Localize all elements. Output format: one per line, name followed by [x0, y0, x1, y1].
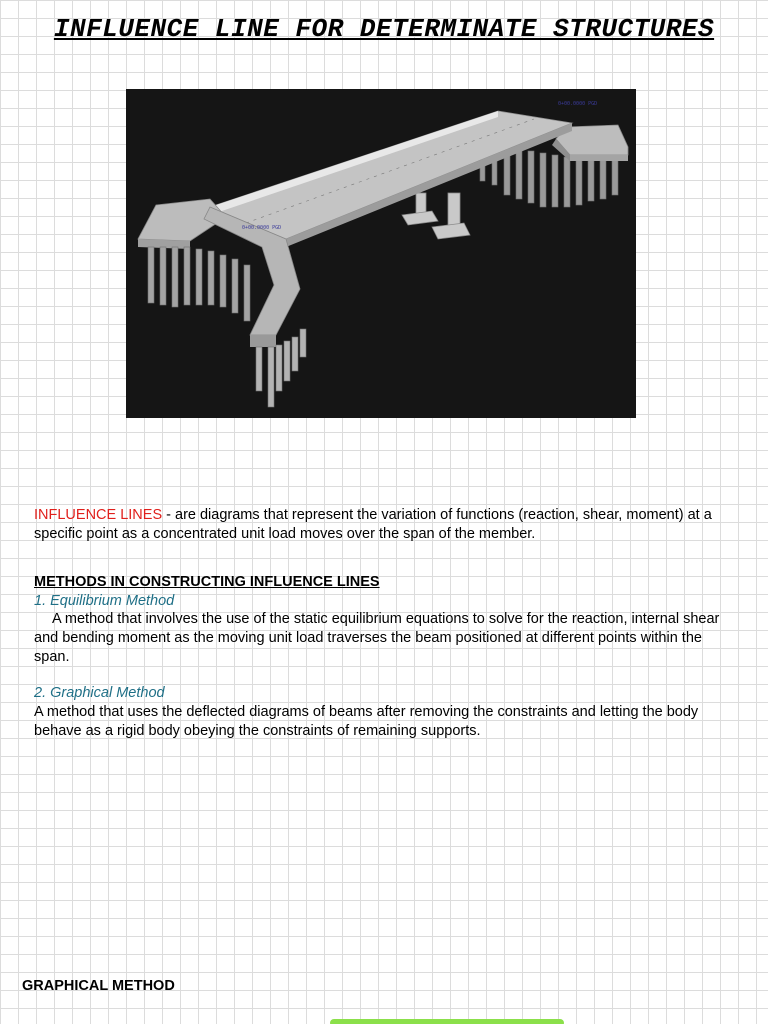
page-title: INFLUENCE LINE FOR DETERMINATE STRUCTURES	[53, 14, 715, 44]
bridge-3d-image	[126, 89, 636, 418]
methods-heading: METHODS IN CONSTRUCTING INFLUENCE LINES	[34, 574, 380, 590]
accent-bar	[330, 1019, 564, 1024]
equilibrium-method-title: 1. Equilibrium Method	[34, 593, 175, 609]
definition-text: - are diagrams that represent the variation of functions (reaction, shear, moment) at a specific point as a concentrated unit load moves over the span of the member.	[34, 507, 712, 542]
graphical-method-heading: GRAPHICAL METHOD	[22, 978, 175, 994]
definition-term: INFLUENCE LINES	[34, 507, 163, 523]
influence-lines-definition	[34, 506, 734, 544]
station-label-left: 0+00.0000 PGD	[242, 225, 282, 231]
station-label-right: 0+00.0000 PGD	[558, 101, 598, 107]
graphical-method-title: 2. Graphical Method	[34, 685, 165, 701]
equilibrium-method-text: A method that involves the use of the static equilibrium equations to solve for the reaction, internal shear and bending moment as the moving unit load traverses the beam positioned at different points within the span.	[34, 611, 720, 665]
graphical-method-body: A method that uses the deflected diagrams of beams after removing the constraints and letting the body behave as a rigid body obeying the constraints of remaining supports.	[34, 704, 699, 739]
equilibrium-method-body	[34, 610, 734, 667]
